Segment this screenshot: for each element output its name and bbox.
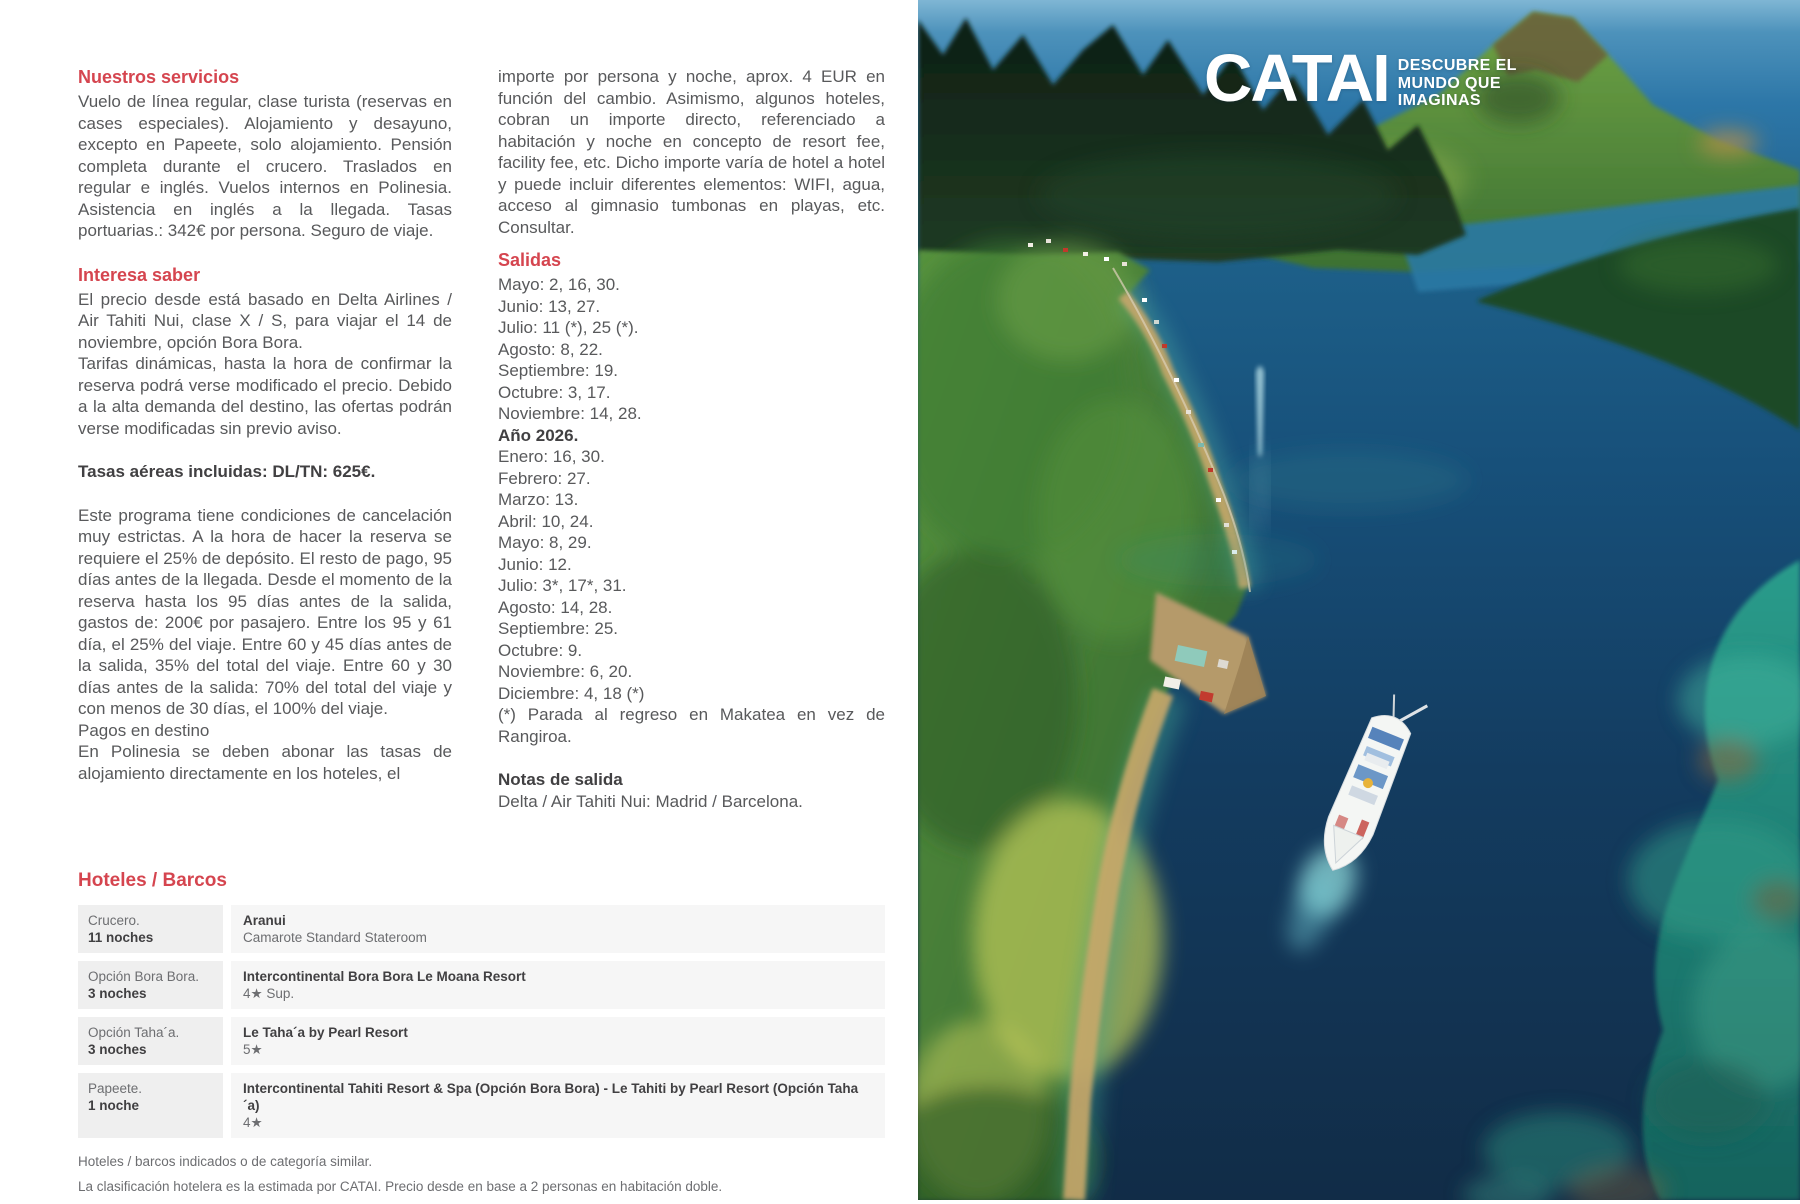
brand-logo	[1204, 41, 1517, 116]
hotel-place: Papeete.	[88, 1081, 143, 1096]
column-1	[78, 66, 452, 784]
footnote-line: La clasificación hotelera es la estimada por CATAI. Precio desde en base a 2 personas en habitación doble.	[78, 1179, 723, 1194]
hotel-name: Aranui	[243, 913, 286, 928]
cell-spacer	[223, 961, 231, 1009]
hotel-nights: 11 noches	[88, 930, 154, 945]
departure-line: Noviembre: 6, 20.	[498, 662, 633, 681]
services-heading: Nuestros servicios	[78, 67, 240, 87]
air-fees-line: Tasas aéreas incluidas: DL/TN: 625€.	[78, 462, 376, 481]
departure-line: Marzo: 13.	[498, 490, 579, 509]
brand-tagline	[1398, 57, 1517, 110]
departure-line: Diciembre: 4, 18 (*)	[498, 683, 645, 703]
hotel-name-cell	[231, 905, 885, 953]
hotel-nights: 3 noches	[88, 986, 147, 1001]
departure-line: Enero: 16, 30.	[498, 447, 605, 466]
departure-line: Septiembre: 25.	[498, 619, 619, 638]
departure-line: Junio: 12.	[498, 554, 572, 574]
island-aerial-illustration	[918, 0, 1800, 1200]
cancellation-paragraph: Este programa tiene condiciones de cancelación muy estrictas. A la hora de hacer la reserva se requiere el 25% de depósito. El resto de pago, 95 días antes de la llegada. Desde el momento de la reserva hasta los 95 días antes de la salida, gastos de: 200€ por pasajero. Entre los 95 y 61 día, el 25% del viaje. Entre 60 y 45 días antes de la salida, 35% del total del viaje. Entre 60 y 30 días antes de la salida: 70% del total del viaje y con menos de 30 días, el 100% del viaje.	[78, 505, 452, 718]
payments-body: En Polinesia se deben abonar las tasas de alojamiento directamente en los hoteles, el	[78, 742, 452, 783]
hotel-detail: 4★	[243, 1115, 263, 1130]
hero-photo	[918, 0, 1800, 1200]
hotel-place: Crucero.	[88, 913, 140, 928]
departure-line: Julio: 11 (*), 25 (*).	[498, 318, 639, 337]
continuation-paragraph: importe por persona y noche, aprox. 4 EUR en función del cambio. Asimismo, algunos hoteles, cobran un importe directo, referenciado a habitación y noche en concepto de resort fee, facility fee, etc. Dicho importe varía de hotel a hotel y puede incluir diferentes elementos: WIFI, agua, acceso al gimnasio tumbonas en playas, etc. Consultar.	[498, 67, 885, 237]
notes-body: Delta / Air Tahiti Nui: Madrid / Barcelona.	[498, 791, 803, 811]
hotel-place-cell	[78, 905, 223, 953]
departure-year-label: Año 2026.	[498, 425, 579, 445]
departure-line: Junio: 13, 27.	[498, 296, 601, 316]
cell-spacer	[223, 905, 231, 953]
hotel-detail: 5★	[243, 1042, 263, 1057]
hotel-detail: 4★ Sup.	[243, 986, 295, 1001]
departure-line: Agosto: 14, 28.	[498, 597, 613, 617]
brand-tagline-line: MUNDO QUE	[1397, 74, 1501, 92]
info-heading: Interesa saber	[78, 264, 201, 285]
column-2	[498, 66, 885, 812]
brand-tagline-line: IMAGINAS	[1397, 92, 1481, 109]
spacer	[78, 242, 452, 264]
table-row	[78, 905, 885, 953]
hotel-detail: Camarote Standard Stateroom	[243, 930, 427, 945]
table-row	[78, 1017, 885, 1065]
departure-line: Agosto: 8, 22.	[498, 339, 603, 359]
spacer	[498, 238, 885, 249]
hotel-place-cell	[78, 1073, 223, 1138]
info-paragraph-2: Tarifas dinámicas, hasta la hora de confirmar la reserva podrá verse modificado el precio. Debido a la alta demanda del destino, las ofertas podrán verse modificadas sin previo aviso.	[78, 354, 452, 438]
departure-line: Octubre: 3, 17.	[498, 382, 611, 402]
services-body: Vuelo de línea regular, clase turista (reservas en cases especiales). Alojamiento y desayuno, excepto en Papeete, solo alojamiento. Pensión completa durante el crucero. Traslados en regular e inglés. Vuelos internos en Polinesia. Asistencia en inglés a la llegada. Tasas portuarias.: 342€ por persona. Seguro de viaje.	[78, 92, 452, 240]
departure-line: Septiembre: 19.	[498, 361, 619, 380]
footnote-line: Hoteles / barcos indicados o de categoría similar.	[78, 1154, 373, 1169]
spacer	[78, 483, 452, 505]
cell-spacer	[223, 1017, 231, 1065]
hotel-name: Intercontinental Bora Bora Le Moana Resort	[243, 969, 526, 984]
cell-spacer	[223, 1073, 231, 1138]
spacer	[78, 439, 452, 461]
departures-heading: Salidas	[498, 250, 562, 270]
hotel-name-cell	[231, 961, 885, 1009]
brand-tagline-line: DESCUBRE EL	[1397, 57, 1517, 74]
departures-footnote: (*) Parada al regreso en Makatea en vez de Rangiroa.	[498, 705, 885, 746]
info-paragraph-1: El precio desde está basado en Delta Airlines / Air Tahiti Nui, clase X / S, para viajar el 14 de noviembre, opción Bora Bora.	[78, 289, 452, 352]
hotel-name: Intercontinental Tahiti Resort & Spa (Opción Bora Bora) - Le Tahiti by Pearl Resort (Opción Taha´a)	[243, 1081, 859, 1113]
hotel-place: Opción Bora Bora.	[88, 969, 200, 984]
hotel-place-cell	[78, 961, 223, 1009]
hotels-heading: Hoteles / Barcos	[78, 870, 227, 891]
payments-title: Pagos en destino	[78, 720, 210, 740]
departure-line: Julio: 3*, 17*, 31.	[498, 576, 627, 595]
departure-line: Mayo: 8, 29.	[498, 533, 592, 552]
notes-heading: Notas de salida	[498, 770, 623, 789]
hotel-name-cell	[231, 1073, 885, 1138]
hotel-place: Opción Taha´a.	[88, 1025, 180, 1040]
table-footnotes	[78, 1154, 885, 1195]
hotel-place-cell	[78, 1017, 223, 1065]
departure-line: Octubre: 9.	[498, 640, 583, 660]
departure-line: Abril: 10, 24.	[498, 511, 594, 531]
departure-line: Noviembre: 14, 28.	[498, 404, 642, 423]
departure-line: Febrero: 27.	[498, 468, 591, 488]
hotel-nights: 1 noche	[88, 1098, 140, 1113]
hotels-section	[78, 869, 885, 1204]
spacer	[498, 747, 885, 769]
hotel-nights: 3 noches	[88, 1042, 147, 1057]
departure-line: Mayo: 2, 16, 30.	[498, 275, 620, 294]
table-row	[78, 961, 885, 1009]
hotel-name-cell	[231, 1017, 885, 1065]
hotel-name: Le Taha´a by Pearl Resort	[243, 1025, 408, 1040]
brand-wordmark: CATAI	[1204, 41, 1389, 116]
table-row	[78, 1073, 885, 1138]
